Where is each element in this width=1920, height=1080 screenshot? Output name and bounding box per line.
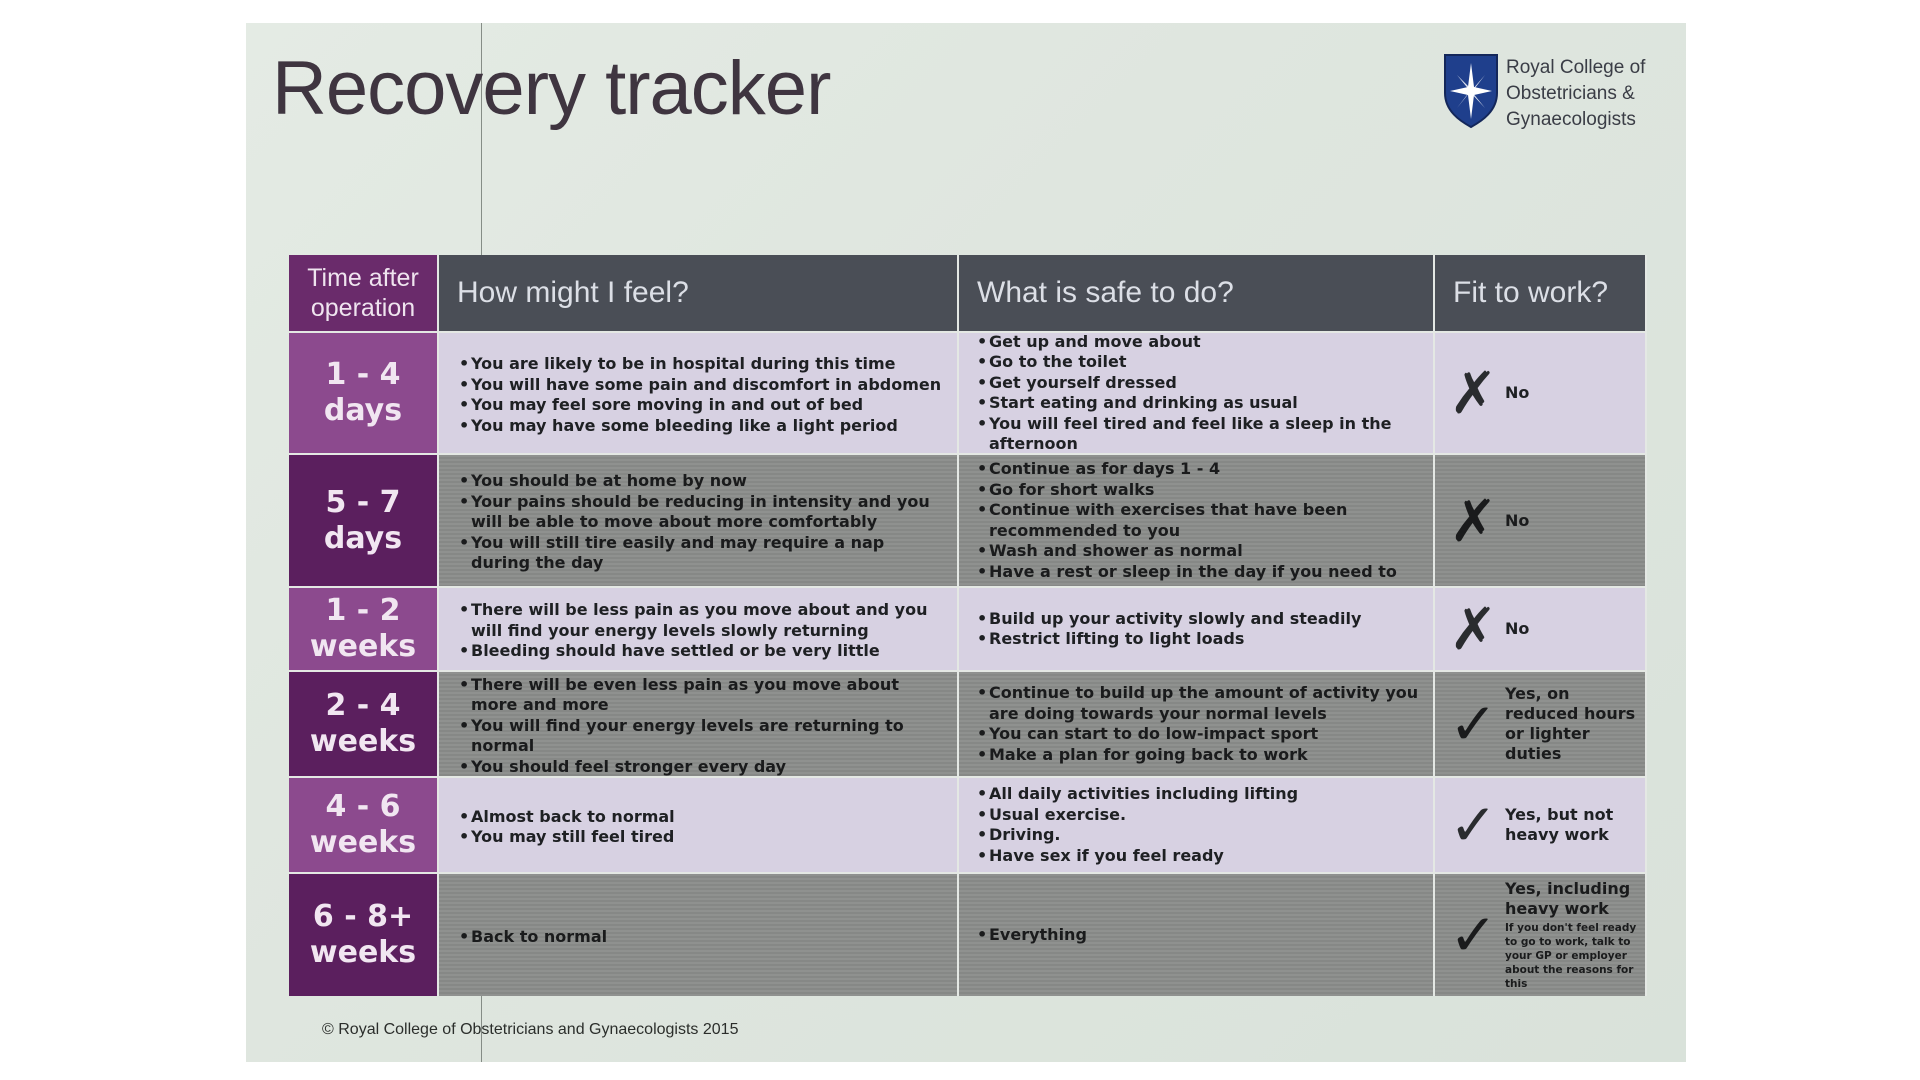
time-period-cell: 2 - 4 weeks xyxy=(289,672,439,776)
fit-to-work-text: No xyxy=(1505,510,1530,530)
recovery-table xyxy=(289,255,1647,996)
list-item: • You should feel stronger every day xyxy=(459,757,947,778)
time-period-cell: 4 - 6 weeks xyxy=(289,778,439,872)
copyright-footer: © Royal College of Obstetricians and Gynaecologists 2015 xyxy=(322,1021,739,1038)
logo-line: Gynaecologists xyxy=(1506,109,1636,130)
fit-to-work-text: No xyxy=(1505,383,1530,402)
table-row xyxy=(289,776,1647,872)
list-item: • You may have some bleeding like a light period xyxy=(459,416,941,437)
safe-cell-list xyxy=(977,332,1423,455)
fit-to-work-cell xyxy=(1435,874,1647,996)
feel-cell-list xyxy=(459,807,675,848)
list-item: • Get up and move about xyxy=(977,332,1423,353)
fit-to-work-text: Yes, including heavy work xyxy=(1505,879,1631,918)
list-item: • Almost back to normal xyxy=(459,807,675,828)
list-item: • You may still feel tired xyxy=(459,827,675,848)
safe-cell-list xyxy=(977,459,1423,582)
list-item: • Your pains should be reducing in intensity and you will be able to move about more comfortably xyxy=(459,492,947,533)
safe-cell-list xyxy=(977,784,1298,866)
list-item: • There will be even less pain as you move about more and more xyxy=(459,675,947,716)
fit-to-work-cell xyxy=(1435,778,1647,872)
list-item: • You are likely to be in hospital during this time xyxy=(459,354,941,375)
feel-cell-list xyxy=(459,354,941,436)
header-what-is-safe: What is safe to do? xyxy=(959,255,1435,331)
feel-cell xyxy=(439,778,959,872)
feel-cell xyxy=(439,455,959,586)
list-item: • You will still tire easily and may require a nap during the day xyxy=(459,533,947,574)
safe-cell xyxy=(959,333,1435,453)
list-item: • Start eating and drinking as usual xyxy=(977,393,1423,414)
list-item: • Get yourself dressed xyxy=(977,373,1423,394)
time-period-cell: 6 - 8+ weeks xyxy=(289,874,439,996)
list-item: • You will feel tired and feel like a sleep in the afternoon xyxy=(977,414,1423,455)
fit-to-work-answer xyxy=(1505,879,1645,991)
list-item: • Back to normal xyxy=(459,927,607,948)
table-row xyxy=(289,670,1647,776)
feel-cell xyxy=(439,672,959,776)
safe-cell-list xyxy=(977,925,1087,946)
fit-to-work-answer xyxy=(1505,805,1645,845)
header-time-after-operation: Time after operation xyxy=(289,255,439,331)
feel-cell-list xyxy=(459,675,947,778)
fit-to-work-text: No xyxy=(1505,619,1530,638)
list-item: • Everything xyxy=(977,925,1087,946)
fit-to-work-answer xyxy=(1505,383,1529,403)
list-item: • All daily activities including lifting xyxy=(977,784,1298,805)
list-item: • Have a rest or sleep in the day if you need to xyxy=(977,562,1423,583)
table-row xyxy=(289,331,1647,453)
fit-to-work-answer xyxy=(1505,684,1645,764)
list-item: • Build up your activity slowly and steadily xyxy=(977,609,1361,630)
cross-mark-icon: ✗ xyxy=(1449,359,1498,427)
time-period-cell: 5 - 7 days xyxy=(289,455,439,586)
list-item: • You will find your energy levels are returning to normal xyxy=(459,716,947,757)
time-period-cell: 1 - 2 weeks xyxy=(289,588,439,670)
fit-to-work-cell xyxy=(1435,672,1647,776)
table-header xyxy=(289,255,1647,331)
feel-cell xyxy=(439,588,959,670)
fit-to-work-cell xyxy=(1435,333,1647,453)
table-row xyxy=(289,586,1647,670)
safe-cell xyxy=(959,874,1435,996)
table-body xyxy=(289,331,1647,996)
safe-cell xyxy=(959,778,1435,872)
table-row xyxy=(289,453,1647,586)
fit-to-work-answer xyxy=(1505,619,1529,639)
list-item: • Driving. xyxy=(977,825,1298,846)
check-mark-icon: ✓ xyxy=(1449,690,1498,758)
list-item: • There will be less pain as you move about and you will find your energy levels slowly returning xyxy=(459,600,947,641)
list-item: • You will have some pain and discomfort in abdomen xyxy=(459,375,941,396)
shield-star-icon xyxy=(1442,53,1500,129)
list-item: • Go for short walks xyxy=(977,480,1423,501)
cross-mark-icon: ✗ xyxy=(1449,595,1498,663)
check-mark-icon: ✓ xyxy=(1449,791,1498,859)
list-item: • Have sex if you feel ready xyxy=(977,846,1298,867)
fit-to-work-cell xyxy=(1435,455,1647,586)
time-period-cell: 1 - 4 days xyxy=(289,333,439,453)
check-mark-icon: ✓ xyxy=(1449,901,1498,969)
list-item: • Wash and shower as normal xyxy=(977,541,1423,562)
list-item: • Continue with exercises that have been recommended to you xyxy=(977,500,1423,541)
list-item: • Make a plan for going back to work xyxy=(977,745,1423,766)
feel-cell xyxy=(439,874,959,996)
safe-cell xyxy=(959,455,1435,586)
safe-cell xyxy=(959,588,1435,670)
list-item: • Go to the toilet xyxy=(977,352,1423,373)
feel-cell xyxy=(439,333,959,453)
fit-to-work-note: If you don't feel ready to go to work, talk to your GP or employer about the reasons for this xyxy=(1505,922,1637,990)
fit-to-work-text: Yes, but not heavy work xyxy=(1505,805,1614,844)
feel-cell-list xyxy=(459,471,947,574)
page-title: Recovery tracker xyxy=(272,46,831,131)
fit-to-work-cell xyxy=(1435,588,1647,670)
feel-cell-list xyxy=(459,927,607,948)
logo-line: Royal College of xyxy=(1506,57,1646,78)
header-how-might-i-feel: How might I feel? xyxy=(439,255,959,331)
list-item: • You should be at home by now xyxy=(459,471,947,492)
list-item: • You may feel sore moving in and out of bed xyxy=(459,395,941,416)
feel-cell-list xyxy=(459,600,947,662)
safe-cell-list xyxy=(977,683,1423,765)
list-item: • You can start to do low-impact sport xyxy=(977,724,1423,745)
list-item: • Continue as for days 1 - 4 xyxy=(977,459,1423,480)
safe-cell-list xyxy=(977,609,1361,650)
logo-line: Obstetricians & xyxy=(1506,83,1635,104)
table-row xyxy=(289,872,1647,996)
header-fit-to-work: Fit to work? xyxy=(1435,255,1647,331)
fit-to-work-answer xyxy=(1505,511,1529,531)
leaflet-page xyxy=(246,23,1686,1062)
list-item: • Continue to build up the amount of activity you are doing towards your normal levels xyxy=(977,683,1423,724)
list-item: • Restrict lifting to light loads xyxy=(977,629,1361,650)
safe-cell xyxy=(959,672,1435,776)
list-item: • Bleeding should have settled or be very little xyxy=(459,641,947,662)
list-item: • Usual exercise. xyxy=(977,805,1298,826)
logo-text xyxy=(1506,55,1676,133)
cross-mark-icon: ✗ xyxy=(1449,486,1498,555)
fit-to-work-text: Yes, on reduced hours or lighter duties xyxy=(1505,684,1636,763)
rcog-logo xyxy=(1442,53,1672,153)
